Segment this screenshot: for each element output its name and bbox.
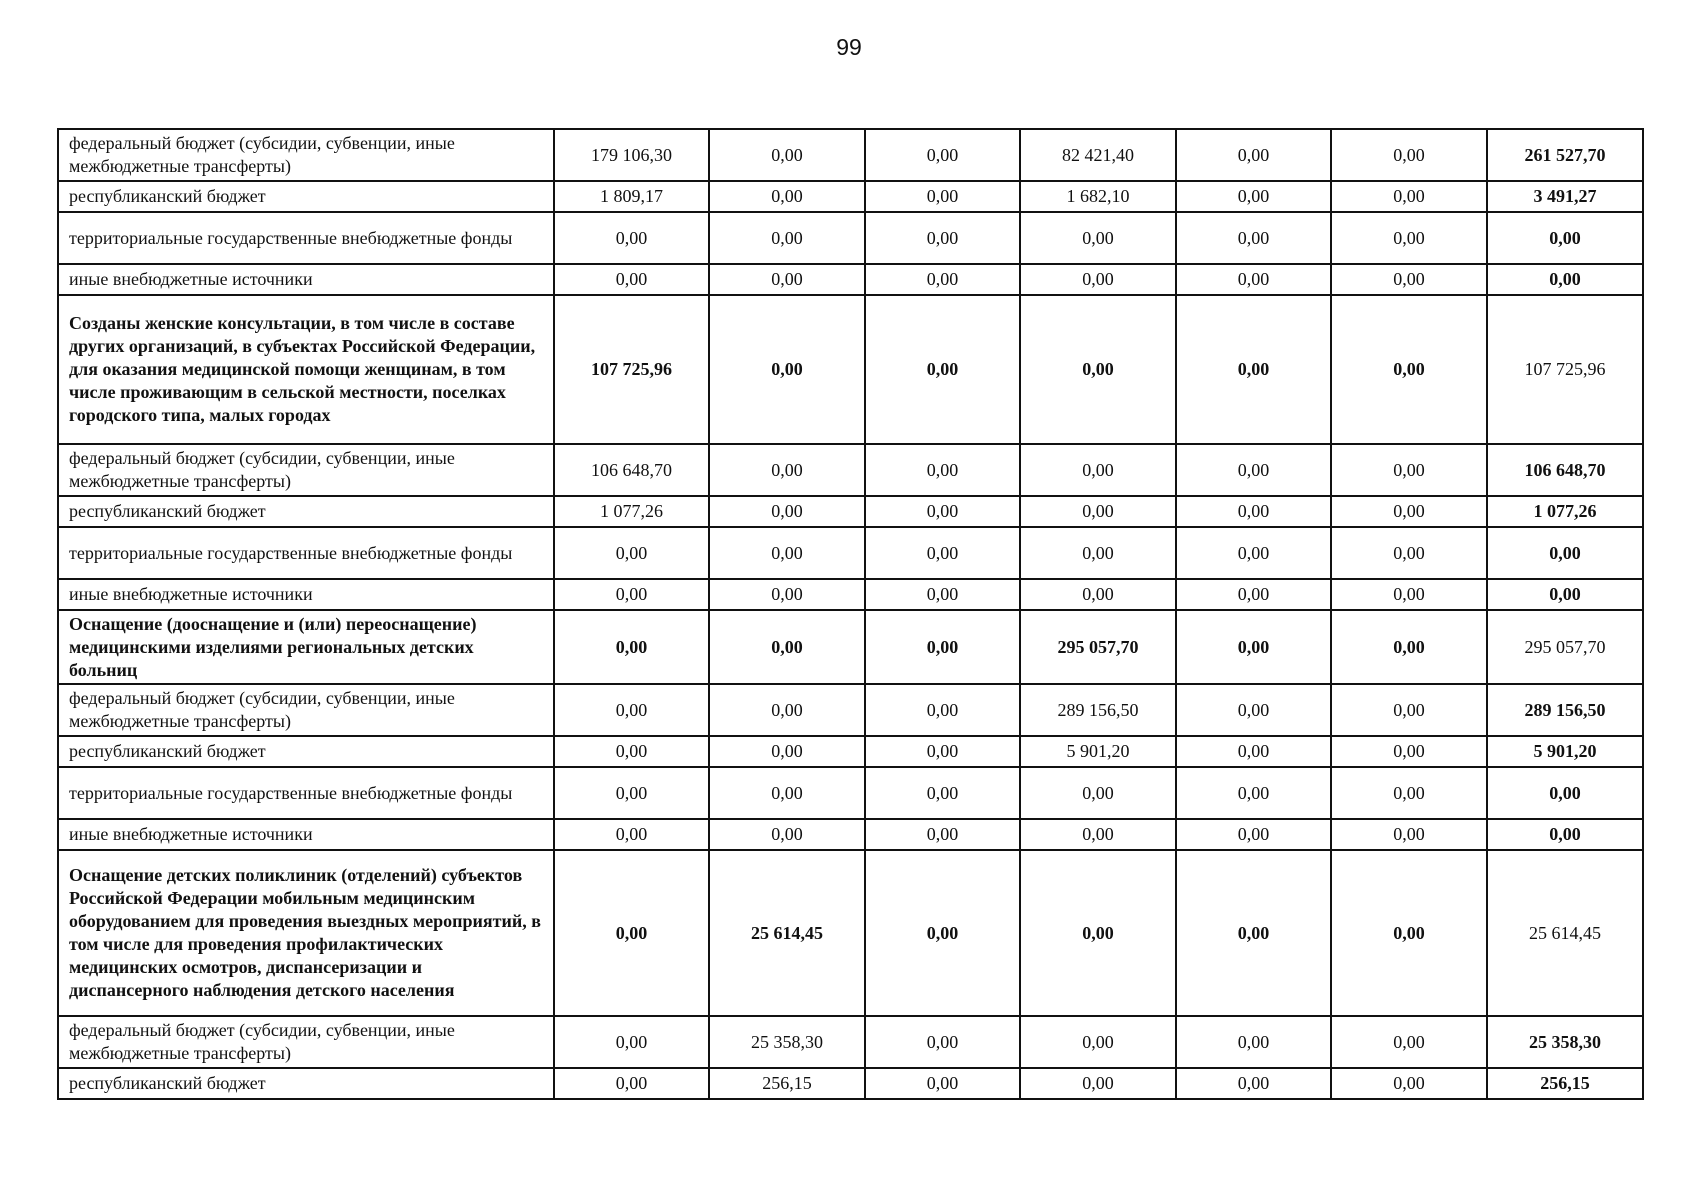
row-total: 0,00 bbox=[1487, 527, 1643, 579]
table-row bbox=[58, 181, 1643, 212]
row-value-3: 0,00 bbox=[865, 819, 1020, 850]
row-value-3: 0,00 bbox=[865, 736, 1020, 767]
row-total: 261 527,70 bbox=[1487, 129, 1643, 181]
row-value-5: 0,00 bbox=[1176, 736, 1331, 767]
row-value-6: 0,00 bbox=[1331, 684, 1487, 736]
row-value-5: 0,00 bbox=[1176, 181, 1331, 212]
table-row bbox=[58, 1068, 1643, 1099]
row-total: 25 358,30 bbox=[1487, 1016, 1643, 1068]
row-value-2: 0,00 bbox=[709, 819, 865, 850]
row-value-3: 0,00 bbox=[865, 212, 1020, 264]
row-value-1: 0,00 bbox=[554, 767, 709, 819]
row-value-2: 0,00 bbox=[709, 295, 865, 444]
table-row bbox=[58, 496, 1643, 527]
row-value-1: 0,00 bbox=[554, 579, 709, 610]
row-value-3: 0,00 bbox=[865, 850, 1020, 1016]
row-value-4: 0,00 bbox=[1020, 850, 1176, 1016]
table-row bbox=[58, 819, 1643, 850]
row-value-6: 0,00 bbox=[1331, 264, 1487, 295]
row-value-6: 0,00 bbox=[1331, 295, 1487, 444]
row-total: 107 725,96 bbox=[1487, 295, 1643, 444]
row-value-5: 0,00 bbox=[1176, 819, 1331, 850]
table-body bbox=[58, 129, 1643, 1099]
row-total: 0,00 bbox=[1487, 767, 1643, 819]
row-label: иные внебюджетные источники bbox=[58, 264, 554, 295]
table-row bbox=[58, 527, 1643, 579]
row-value-4: 1 682,10 bbox=[1020, 181, 1176, 212]
row-value-3: 0,00 bbox=[865, 181, 1020, 212]
row-value-4: 295 057,70 bbox=[1020, 610, 1176, 684]
row-value-4: 0,00 bbox=[1020, 295, 1176, 444]
row-value-1: 0,00 bbox=[554, 212, 709, 264]
table-row bbox=[58, 767, 1643, 819]
row-label: Оснащение (дооснащение и (или) переоснащение) медицинскими изделиями региональных детских больниц bbox=[58, 610, 554, 684]
row-value-5: 0,00 bbox=[1176, 610, 1331, 684]
row-value-5: 0,00 bbox=[1176, 264, 1331, 295]
row-value-3: 0,00 bbox=[865, 1068, 1020, 1099]
row-value-2: 0,00 bbox=[709, 527, 865, 579]
row-total: 25 614,45 bbox=[1487, 850, 1643, 1016]
row-value-4: 0,00 bbox=[1020, 264, 1176, 295]
row-value-1: 0,00 bbox=[554, 850, 709, 1016]
row-value-4: 0,00 bbox=[1020, 579, 1176, 610]
row-value-1: 0,00 bbox=[554, 684, 709, 736]
row-value-2: 0,00 bbox=[709, 181, 865, 212]
row-value-3: 0,00 bbox=[865, 129, 1020, 181]
row-label: федеральный бюджет (субсидии, субвенции, иные межбюджетные трансферты) bbox=[58, 1016, 554, 1068]
row-value-1: 107 725,96 bbox=[554, 295, 709, 444]
row-total: 295 057,70 bbox=[1487, 610, 1643, 684]
row-value-2: 0,00 bbox=[709, 736, 865, 767]
row-value-2: 0,00 bbox=[709, 610, 865, 684]
table-row bbox=[58, 1016, 1643, 1068]
row-value-5: 0,00 bbox=[1176, 496, 1331, 527]
row-value-3: 0,00 bbox=[865, 579, 1020, 610]
row-value-6: 0,00 bbox=[1331, 579, 1487, 610]
row-label: федеральный бюджет (субсидии, субвенции, иные межбюджетные трансферты) bbox=[58, 684, 554, 736]
budget-table bbox=[57, 128, 1644, 1100]
row-value-4: 82 421,40 bbox=[1020, 129, 1176, 181]
table-row bbox=[58, 264, 1643, 295]
table-row bbox=[58, 736, 1643, 767]
row-value-6: 0,00 bbox=[1331, 181, 1487, 212]
row-value-4: 0,00 bbox=[1020, 767, 1176, 819]
row-value-2: 0,00 bbox=[709, 579, 865, 610]
row-value-4: 289 156,50 bbox=[1020, 684, 1176, 736]
row-value-5: 0,00 bbox=[1176, 1068, 1331, 1099]
row-value-4: 0,00 bbox=[1020, 212, 1176, 264]
row-value-5: 0,00 bbox=[1176, 850, 1331, 1016]
table-row bbox=[58, 444, 1643, 496]
row-total: 0,00 bbox=[1487, 579, 1643, 610]
row-value-3: 0,00 bbox=[865, 767, 1020, 819]
row-value-2: 0,00 bbox=[709, 264, 865, 295]
row-value-6: 0,00 bbox=[1331, 212, 1487, 264]
row-value-3: 0,00 bbox=[865, 684, 1020, 736]
row-value-6: 0,00 bbox=[1331, 496, 1487, 527]
row-value-2: 256,15 bbox=[709, 1068, 865, 1099]
row-label: территориальные государственные внебюджетные фонды bbox=[58, 212, 554, 264]
row-value-3: 0,00 bbox=[865, 444, 1020, 496]
row-value-1: 1 077,26 bbox=[554, 496, 709, 527]
row-value-5: 0,00 bbox=[1176, 129, 1331, 181]
row-label: Созданы женские консультации, в том числе в составе других организаций, в субъектах Российской Федерации, для оказания медицинской помощи женщинам, в том числе проживающим в сельской местности, поселках городского типа, малых городах bbox=[58, 295, 554, 444]
row-value-1: 0,00 bbox=[554, 264, 709, 295]
row-value-4: 5 901,20 bbox=[1020, 736, 1176, 767]
row-value-6: 0,00 bbox=[1331, 736, 1487, 767]
row-value-5: 0,00 bbox=[1176, 684, 1331, 736]
row-value-6: 0,00 bbox=[1331, 129, 1487, 181]
row-value-6: 0,00 bbox=[1331, 1016, 1487, 1068]
row-value-6: 0,00 bbox=[1331, 444, 1487, 496]
table-section-row bbox=[58, 610, 1643, 684]
row-total: 289 156,50 bbox=[1487, 684, 1643, 736]
table-row bbox=[58, 212, 1643, 264]
row-value-1: 0,00 bbox=[554, 819, 709, 850]
row-value-3: 0,00 bbox=[865, 527, 1020, 579]
row-value-4: 0,00 bbox=[1020, 819, 1176, 850]
row-value-5: 0,00 bbox=[1176, 212, 1331, 264]
row-value-6: 0,00 bbox=[1331, 610, 1487, 684]
row-value-5: 0,00 bbox=[1176, 295, 1331, 444]
row-value-3: 0,00 bbox=[865, 295, 1020, 444]
row-label: Оснащение детских поликлиник (отделений) субъектов Российской Федерации мобильным медицинским оборудованием для проведения выездных мероприятий, в том числе для проведения профилактических медицинских осмотров, диспансеризации и диспансерного наблюдения детского населения bbox=[58, 850, 554, 1016]
row-value-4: 0,00 bbox=[1020, 527, 1176, 579]
row-total: 1 077,26 bbox=[1487, 496, 1643, 527]
row-value-1: 0,00 bbox=[554, 1016, 709, 1068]
row-value-6: 0,00 bbox=[1331, 1068, 1487, 1099]
row-value-5: 0,00 bbox=[1176, 444, 1331, 496]
row-value-1: 0,00 bbox=[554, 527, 709, 579]
row-value-2: 0,00 bbox=[709, 212, 865, 264]
row-value-5: 0,00 bbox=[1176, 579, 1331, 610]
row-label: территориальные государственные внебюджетные фонды bbox=[58, 767, 554, 819]
table-row bbox=[58, 129, 1643, 181]
row-value-2: 0,00 bbox=[709, 444, 865, 496]
table-row bbox=[58, 684, 1643, 736]
row-label: территориальные государственные внебюджетные фонды bbox=[58, 527, 554, 579]
row-label: федеральный бюджет (субсидии, субвенции, иные межбюджетные трансферты) bbox=[58, 129, 554, 181]
row-total: 0,00 bbox=[1487, 264, 1643, 295]
row-value-1: 179 106,30 bbox=[554, 129, 709, 181]
page-number: 99 bbox=[836, 34, 862, 60]
table-section-row bbox=[58, 295, 1643, 444]
row-value-5: 0,00 bbox=[1176, 767, 1331, 819]
row-value-4: 0,00 bbox=[1020, 444, 1176, 496]
row-label: иные внебюджетные источники bbox=[58, 819, 554, 850]
table-row bbox=[58, 579, 1643, 610]
row-value-2: 0,00 bbox=[709, 496, 865, 527]
row-total: 5 901,20 bbox=[1487, 736, 1643, 767]
row-value-6: 0,00 bbox=[1331, 527, 1487, 579]
row-value-1: 106 648,70 bbox=[554, 444, 709, 496]
row-value-4: 0,00 bbox=[1020, 1016, 1176, 1068]
row-total: 3 491,27 bbox=[1487, 181, 1643, 212]
row-total: 0,00 bbox=[1487, 819, 1643, 850]
row-total: 256,15 bbox=[1487, 1068, 1643, 1099]
row-value-4: 0,00 bbox=[1020, 1068, 1176, 1099]
row-total: 0,00 bbox=[1487, 212, 1643, 264]
row-value-1: 0,00 bbox=[554, 610, 709, 684]
row-value-4: 0,00 bbox=[1020, 496, 1176, 527]
table-section-row bbox=[58, 850, 1643, 1016]
row-value-2: 0,00 bbox=[709, 767, 865, 819]
row-value-2: 25 614,45 bbox=[709, 850, 865, 1016]
row-value-5: 0,00 bbox=[1176, 1016, 1331, 1068]
row-value-5: 0,00 bbox=[1176, 527, 1331, 579]
row-label: республиканский бюджет bbox=[58, 496, 554, 527]
row-label: республиканский бюджет bbox=[58, 181, 554, 212]
row-label: республиканский бюджет bbox=[58, 1068, 554, 1099]
row-value-3: 0,00 bbox=[865, 496, 1020, 527]
row-value-1: 0,00 bbox=[554, 736, 709, 767]
row-value-6: 0,00 bbox=[1331, 850, 1487, 1016]
row-value-2: 25 358,30 bbox=[709, 1016, 865, 1068]
row-value-2: 0,00 bbox=[709, 684, 865, 736]
row-total: 106 648,70 bbox=[1487, 444, 1643, 496]
row-value-3: 0,00 bbox=[865, 610, 1020, 684]
row-value-1: 1 809,17 bbox=[554, 181, 709, 212]
row-value-3: 0,00 bbox=[865, 1016, 1020, 1068]
row-value-6: 0,00 bbox=[1331, 767, 1487, 819]
row-label: иные внебюджетные источники bbox=[58, 579, 554, 610]
row-value-3: 0,00 bbox=[865, 264, 1020, 295]
row-value-2: 0,00 bbox=[709, 129, 865, 181]
row-value-6: 0,00 bbox=[1331, 819, 1487, 850]
row-label: федеральный бюджет (субсидии, субвенции, иные межбюджетные трансферты) bbox=[58, 444, 554, 496]
row-value-1: 0,00 bbox=[554, 1068, 709, 1099]
row-label: республиканский бюджет bbox=[58, 736, 554, 767]
